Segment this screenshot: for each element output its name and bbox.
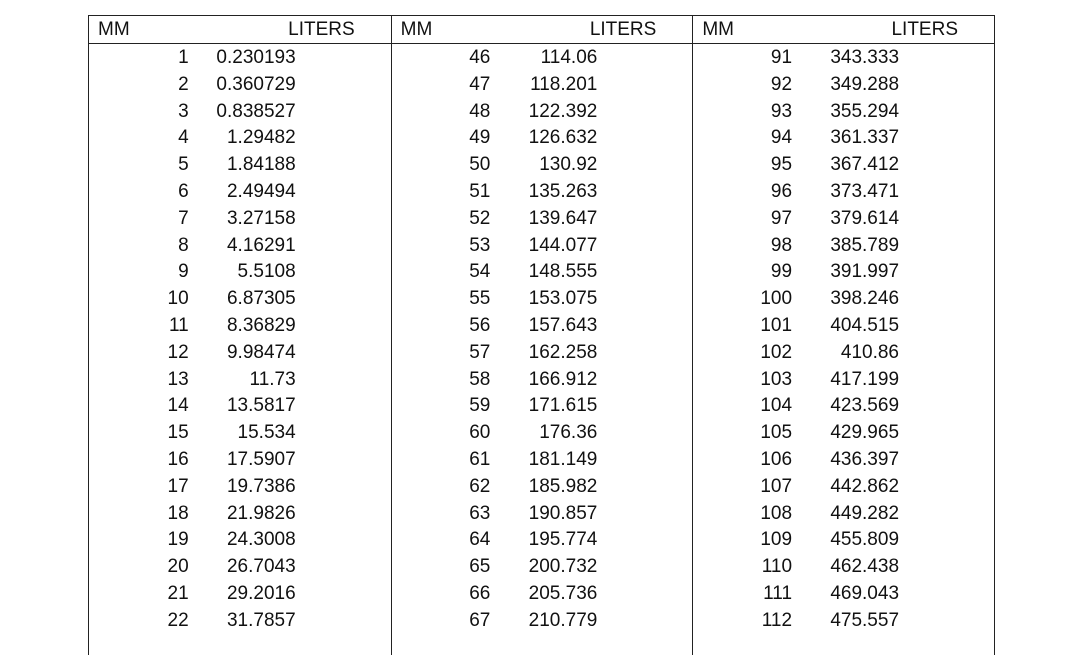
- liters-value: 343.333: [830, 47, 900, 68]
- table-row: [693, 501, 994, 528]
- header-mm: MM: [400, 19, 433, 40]
- liters-value: 157.643: [528, 314, 598, 336]
- mm-value: 62: [469, 475, 491, 497]
- mm-value: 66: [469, 582, 491, 604]
- table-row: [89, 367, 391, 394]
- liters-value: 15.534: [237, 422, 296, 444]
- table-row: [392, 179, 693, 206]
- table-row: [392, 152, 693, 179]
- mm-value: 8: [178, 234, 189, 256]
- mm-value: 15: [167, 422, 189, 444]
- liters-value: 200.732: [528, 556, 598, 578]
- liters-value: 349.288: [830, 73, 900, 95]
- mm-value: 57: [469, 341, 491, 363]
- mm-value: 95: [770, 154, 793, 176]
- table-row: [693, 72, 994, 99]
- liters-value: 17.5907: [226, 448, 296, 470]
- table-row: [89, 152, 391, 179]
- table-row: [89, 581, 391, 608]
- mm-value: 63: [469, 502, 491, 524]
- mm-value: 91: [770, 47, 793, 68]
- table-body: [693, 44, 994, 635]
- mm-value: 105: [760, 422, 793, 444]
- liters-value: 11.73: [249, 368, 296, 390]
- liters-value: 391.997: [830, 261, 900, 283]
- liters-value: 373.471: [830, 180, 900, 202]
- table-row: [693, 554, 994, 581]
- liters-value: 361.337: [830, 127, 900, 149]
- mm-value: 16: [167, 448, 189, 470]
- liters-value: 2.49494: [226, 180, 296, 202]
- liters-value: 24.3008: [226, 529, 296, 551]
- liters-value: 31.7857: [226, 609, 296, 631]
- liters-value: 475.557: [830, 609, 900, 631]
- mm-value: 22: [167, 609, 189, 631]
- mm-value: 47: [469, 73, 491, 95]
- table-row: [89, 125, 391, 152]
- mm-value: 55: [469, 288, 491, 310]
- column-header: [392, 16, 693, 44]
- table-row: [89, 99, 391, 126]
- liters-value: 8.36829: [226, 314, 296, 336]
- mm-value: 64: [469, 529, 491, 551]
- table-row: [89, 554, 391, 581]
- mm-value: 7: [178, 207, 189, 229]
- table-row: [693, 259, 994, 286]
- liters-value: 462.438: [830, 556, 900, 578]
- mm-value: 111: [763, 582, 793, 604]
- table-row: [392, 581, 693, 608]
- table-row: [693, 340, 994, 367]
- mm-value: 108: [760, 502, 793, 524]
- mm-value: 10: [167, 288, 189, 310]
- mm-value: 110: [761, 556, 793, 578]
- mm-value: 104: [760, 395, 793, 417]
- liters-value: 29.2016: [226, 582, 296, 604]
- table-row: [693, 393, 994, 420]
- liters-value: 417.199: [830, 368, 900, 390]
- mm-value: 103: [760, 368, 793, 390]
- liters-value: 0.838527: [216, 100, 296, 122]
- table-row: [89, 474, 391, 501]
- liters-value: 6.87305: [226, 288, 296, 310]
- table-row: [392, 340, 693, 367]
- header-liters: LITERS: [589, 19, 657, 40]
- mm-value: 53: [469, 234, 491, 256]
- liters-value: 162.258: [528, 341, 598, 363]
- table-row: [392, 313, 693, 340]
- mm-liters-table: [88, 15, 995, 655]
- table-row: [392, 393, 693, 420]
- mm-value: 97: [770, 207, 793, 229]
- table-row: [89, 72, 391, 99]
- liters-value: 122.392: [528, 100, 598, 122]
- mm-value: 3: [178, 100, 189, 122]
- liters-value: 130.92: [539, 154, 598, 176]
- table-row: [693, 527, 994, 554]
- table-row: [89, 608, 391, 635]
- column-header: [693, 16, 994, 44]
- mm-value: 100: [760, 288, 793, 310]
- mm-value: 99: [770, 261, 793, 283]
- table-row: [693, 447, 994, 474]
- mm-value: 4: [178, 127, 189, 149]
- liters-value: 429.965: [830, 422, 900, 444]
- liters-value: 210.779: [528, 609, 598, 631]
- mm-value: 17: [167, 475, 189, 497]
- liters-value: 114.06: [540, 47, 598, 68]
- mm-value: 11: [168, 314, 189, 336]
- table-row: [392, 420, 693, 447]
- table-row: [89, 313, 391, 340]
- table-row: [392, 447, 693, 474]
- liters-value: 176.36: [539, 422, 598, 444]
- liters-value: 190.857: [528, 502, 598, 524]
- liters-value: 385.789: [830, 234, 900, 256]
- table-row: [89, 206, 391, 233]
- table-row: [392, 554, 693, 581]
- mm-value: 92: [770, 73, 793, 95]
- table-row: [693, 206, 994, 233]
- liters-value: 0.360729: [216, 73, 296, 95]
- table-row: [392, 206, 693, 233]
- liters-value: 195.774: [528, 529, 598, 551]
- header-liters: LITERS: [891, 19, 959, 40]
- liters-value: 469.043: [830, 582, 900, 604]
- table-row: [392, 233, 693, 260]
- table-row: [392, 474, 693, 501]
- mm-value: 14: [167, 395, 189, 417]
- liters-value: 1.29482: [226, 127, 296, 149]
- mm-value: 46: [469, 47, 491, 68]
- mm-value: 61: [469, 448, 491, 470]
- liters-value: 21.9826: [226, 502, 296, 524]
- table-row: [89, 233, 391, 260]
- column-header: [89, 16, 391, 44]
- mm-value: 52: [469, 207, 491, 229]
- table-row: [392, 125, 693, 152]
- liters-value: 367.412: [830, 154, 900, 176]
- liters-value: 153.075: [528, 288, 598, 310]
- mm-value: 1: [178, 47, 189, 68]
- mm-value: 6: [178, 180, 189, 202]
- mm-value: 67: [469, 609, 491, 631]
- table-row: [693, 420, 994, 447]
- liters-value: 398.246: [830, 288, 900, 310]
- mm-value: 96: [770, 180, 793, 202]
- liters-value: 410.86: [840, 341, 900, 363]
- mm-value: 20: [167, 556, 189, 578]
- liters-value: 205.736: [528, 582, 598, 604]
- mm-value: 13: [167, 368, 189, 390]
- mm-value: 109: [760, 529, 793, 551]
- liters-value: 13.5817: [226, 395, 296, 417]
- table-body: [89, 44, 391, 635]
- table-row: [392, 608, 693, 635]
- mm-value: 59: [469, 395, 491, 417]
- table-row: [693, 233, 994, 260]
- mm-value: 2: [178, 73, 189, 95]
- liters-value: 3.27158: [226, 207, 296, 229]
- header-mm: MM: [98, 19, 130, 40]
- mm-value: 94: [770, 127, 793, 149]
- liters-value: 181.149: [528, 448, 598, 470]
- liters-value: 144.077: [528, 234, 598, 256]
- table-row: [693, 608, 994, 635]
- liters-value: 185.982: [528, 475, 598, 497]
- liters-value: 139.647: [528, 207, 598, 229]
- mm-value: 50: [469, 154, 491, 176]
- liters-value: 5.5108: [237, 261, 296, 283]
- mm-value: 18: [167, 502, 189, 524]
- mm-value: 48: [469, 100, 491, 122]
- liters-value: 423.569: [830, 395, 900, 417]
- table-row: [89, 527, 391, 554]
- liters-value: 126.632: [528, 127, 598, 149]
- liters-value: 436.397: [830, 448, 900, 470]
- mm-value: 19: [167, 529, 189, 551]
- table-row: [89, 420, 391, 447]
- mm-value: 56: [469, 314, 491, 336]
- mm-value: 101: [760, 314, 793, 336]
- liters-value: 26.7043: [226, 556, 296, 578]
- mm-value: 60: [469, 422, 491, 444]
- table-row: [392, 72, 693, 99]
- mm-value: 12: [167, 341, 189, 363]
- liters-value: 404.515: [830, 314, 900, 336]
- mm-value: 65: [469, 556, 491, 578]
- table-row: [392, 367, 693, 394]
- mm-value: 58: [469, 368, 491, 390]
- liters-value: 0.230193: [216, 47, 296, 68]
- table-row: [392, 45, 693, 72]
- table-row: [392, 501, 693, 528]
- table-row: [89, 179, 391, 206]
- table-row: [693, 313, 994, 340]
- liters-value: 355.294: [830, 100, 900, 122]
- mm-value: 54: [469, 261, 491, 283]
- table-row: [392, 527, 693, 554]
- liters-value: 135.263: [528, 180, 598, 202]
- table-body: [392, 44, 693, 635]
- liters-value: 442.862: [830, 475, 900, 497]
- liters-value: 1.84188: [226, 154, 296, 176]
- table-row: [89, 393, 391, 420]
- liters-value: 4.16291: [226, 234, 296, 256]
- table-row: [392, 99, 693, 126]
- liters-value: 148.555: [528, 261, 598, 283]
- table-row: [693, 474, 994, 501]
- table-row: [89, 45, 391, 72]
- mm-value: 21: [167, 582, 189, 604]
- table-row: [693, 99, 994, 126]
- table-row: [89, 259, 391, 286]
- table-row: [693, 581, 994, 608]
- table-column-group: [391, 16, 693, 655]
- liters-value: 9.98474: [226, 341, 296, 363]
- mm-value: 98: [770, 234, 793, 256]
- mm-value: 107: [760, 475, 793, 497]
- liters-value: 166.912: [528, 368, 598, 390]
- table-row: [693, 125, 994, 152]
- table-column-group: [89, 16, 391, 655]
- header-liters: LITERS: [288, 19, 355, 40]
- table-row: [693, 286, 994, 313]
- mm-value: 9: [178, 261, 189, 283]
- mm-value: 51: [469, 180, 491, 202]
- table-row: [89, 340, 391, 367]
- table-row: [693, 45, 994, 72]
- table-row: [693, 179, 994, 206]
- liters-value: 449.282: [830, 502, 900, 524]
- table-row: [89, 286, 391, 313]
- mm-value: 5: [178, 154, 189, 176]
- table-row: [89, 501, 391, 528]
- mm-value: 93: [770, 100, 793, 122]
- table-row: [392, 259, 693, 286]
- mm-value: 106: [760, 448, 793, 470]
- liters-value: 171.615: [528, 395, 598, 417]
- mm-value: 49: [469, 127, 491, 149]
- liters-value: 455.809: [830, 529, 900, 551]
- table-row: [693, 367, 994, 394]
- table-row: [693, 152, 994, 179]
- liters-value: 379.614: [830, 207, 900, 229]
- liters-value: 118.201: [530, 73, 598, 95]
- table-row: [392, 286, 693, 313]
- mm-value: 102: [760, 341, 793, 363]
- mm-value: 112: [761, 609, 793, 631]
- header-mm: MM: [702, 19, 734, 40]
- liters-value: 19.7386: [226, 475, 296, 497]
- table-column-group: [692, 16, 994, 655]
- table-row: [89, 447, 391, 474]
